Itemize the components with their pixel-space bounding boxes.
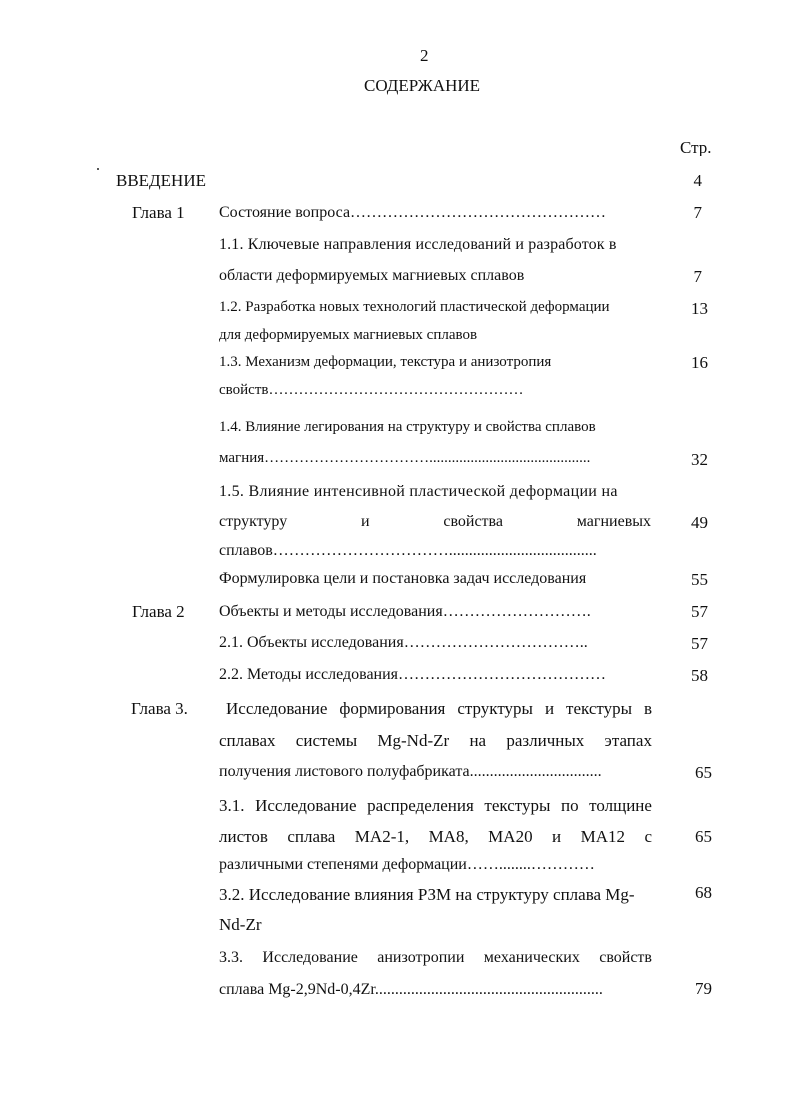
toc-s1-3-page: 16 (691, 353, 708, 372)
word: свойств (599, 949, 652, 966)
toc-s3-3-page: 79 (695, 979, 712, 998)
word: МА8, (428, 827, 469, 846)
toc-s1-4-page: 32 (691, 450, 708, 469)
word: 3.3. (219, 949, 243, 966)
toc-ch2-title: Объекты и методы исследования………………………. (219, 603, 591, 620)
toc-s2-2-page: 58 (691, 666, 708, 685)
word: МА2-1, (354, 827, 410, 846)
toc-s3-2-line1: 3.2. Исследование влияния РЗМ на структуру сплава Mg- (219, 885, 635, 904)
word: и (544, 699, 555, 718)
word: и (361, 513, 370, 530)
toc-s1-5-line3: сплавов……………………………..................................... (219, 542, 597, 559)
toc-ch3-label: Глава 3. (131, 699, 188, 718)
toc-s1-4-line2: магния……………………………........................................... (219, 450, 591, 466)
word: механических (483, 949, 580, 966)
toc-ch3-line1 (226, 700, 652, 717)
word: структуру (219, 513, 288, 530)
toc-intro-label: ВВЕДЕНИЕ (116, 171, 206, 190)
word: распределения (367, 796, 474, 815)
toc-s2-1-page: 57 (691, 634, 708, 653)
toc-s1-3-line2: свойств…………………………………………… (219, 382, 524, 398)
toc-s1-1-line1: 1.1. Ключевые направления исследований и разработок в (219, 236, 617, 253)
word: свойства (443, 513, 503, 530)
toc-s1-2-page: 13 (691, 299, 708, 318)
word: МА20 (488, 827, 533, 846)
toc-s1-5-line1: 1.5. Влияние интенсивной пластической деформации на (219, 483, 618, 500)
toc-s1-5-page: 49 (691, 513, 708, 532)
toc-s1-3-line1: 1.3. Механизм деформации, текстура и анизотропия (219, 354, 552, 370)
word: Исследование (255, 796, 357, 815)
toc-s3-1-line2 (219, 828, 652, 845)
word: с (644, 827, 652, 846)
toc-ch3-page: 65 (695, 763, 712, 782)
toc-s3-3-line1 (219, 950, 652, 966)
word: различных (506, 731, 585, 750)
toc-ch1-title: Состояние вопроса………………………………………… (219, 204, 607, 221)
word: МА12 (580, 827, 625, 846)
word: 3.1. (219, 796, 245, 815)
toc-ch2-page: 57 (691, 602, 708, 621)
toc-s3-3-line2: сплава Mg-2,9Nd-0,4Zr......................................................... (219, 981, 603, 998)
word: на (469, 731, 487, 750)
word: текстуры (566, 699, 632, 718)
toc-s1-2-line2: для деформируемых магниевых сплавов (219, 327, 478, 343)
toc-ch2-label: Глава 2 (132, 602, 185, 621)
toc-s1-4-line1: 1.4. Влияние легирования на структуру и свойства сплавов (219, 419, 596, 435)
word: анизотропии (377, 949, 465, 966)
toc-s1-2-line1: 1.2. Разработка новых технологий пластической деформации (219, 299, 610, 315)
toc-s3-1-line1 (219, 797, 652, 814)
toc-s3-1-page: 65 (695, 827, 712, 846)
toc-ch1-page: 7 (693, 203, 702, 222)
toc-s3-1-line3: различными степенями деформации……........………… (219, 856, 595, 873)
toc-ch1-label: Глава 1 (132, 203, 185, 222)
word: и (552, 827, 562, 846)
word: магниевых (576, 513, 651, 530)
word: сплава (287, 827, 336, 846)
toc-goal-page: 55 (691, 570, 708, 589)
word: этапах (604, 731, 652, 750)
toc-goal-text: Формулировка цели и постановка задач исследования (219, 570, 587, 587)
toc-s1-5-line2 (219, 514, 651, 530)
word: формирования (339, 699, 446, 718)
toc-ch3-line3: получения листового полуфабриката................................. (219, 763, 602, 780)
page-column-header: Стр. (680, 139, 712, 156)
word: толщине (589, 796, 652, 815)
toc-s1-1-page: 7 (693, 267, 702, 286)
toc-s2-1-text: 2.1. Объекты исследования…………………………….. (219, 634, 588, 651)
word: сплавах (219, 731, 276, 750)
word: Mg-Nd-Zr (377, 731, 450, 750)
toc-intro-page: 4 (693, 171, 702, 190)
toc-s1-1-line2: области деформируемых магниевых сплавов (219, 267, 525, 284)
page-number: 2 (420, 46, 429, 65)
toc-s2-2-text: 2.2. Методы исследования………………………………… (219, 666, 607, 683)
word: листов (219, 827, 268, 846)
toc-s3-2-page: 68 (695, 883, 712, 902)
word: Исследование (226, 699, 328, 718)
page-title: СОДЕРЖАНИЕ (364, 76, 481, 95)
word: структуры (457, 699, 533, 718)
word: в (643, 699, 652, 718)
word: по (560, 796, 579, 815)
toc-ch3-line2 (219, 732, 652, 749)
toc-s3-2-line2: Nd-Zr (219, 915, 262, 934)
word: системы (295, 731, 358, 750)
word: Исследование (262, 949, 358, 966)
scan-speck (97, 168, 99, 170)
word: текстуры (484, 796, 551, 815)
